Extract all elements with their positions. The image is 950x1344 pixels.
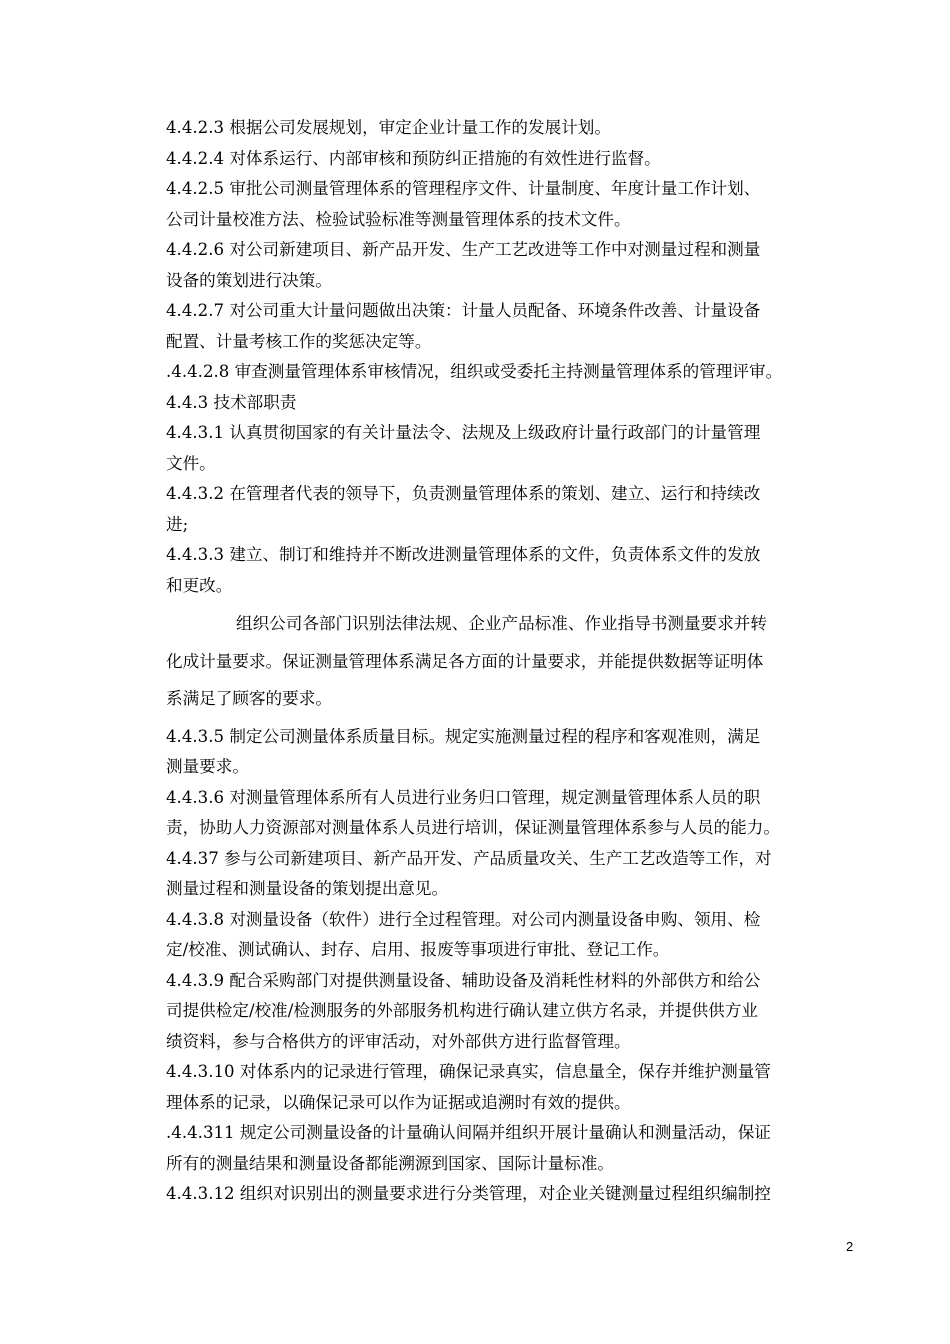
- text-line: 4.4.3.2 在管理者代表的领导下，负责测量管理体系的策划、建立、运行和持续改: [166, 484, 761, 503]
- text-line: 进;: [166, 514, 189, 534]
- text-line: 理体系的记录，以确保记录可以作为证据或追溯时有效的提供。: [166, 1092, 631, 1112]
- text-line: .4.4.2.8 审查测量管理体系审核情况，组织或受委托主持测量管理体系的管理评审。: [166, 362, 783, 381]
- text-line: 4.4.3.1 认真贯彻国家的有关计量法令、法规及上级政府计量行政部门的计量管理: [166, 423, 761, 442]
- text-line: 责，协助人力资源部对测量体系人员进行培训，保证测量管理体系参与人员的能力。: [166, 818, 780, 837]
- text-line: 化成计量要求。保证测量管理体系满足各方面的计量要求，并能提供数据等证明体: [166, 651, 764, 671]
- text-line: 4.4.3.12 组织对识别出的测量要求进行分类管理，对企业关键测量过程组织编制控: [166, 1184, 771, 1203]
- paragraph-4-4-3-1: [166, 418, 866, 479]
- paragraph-indented: [166, 605, 866, 718]
- text-line: 4.4.3.8 对测量设备（软件）进行全过程管理。对公司内测量设备申购、领用、检: [166, 909, 761, 929]
- text-line: 所有的测量结果和测量设备都能溯源到国家、国际计量标准。: [166, 1153, 615, 1173]
- text-line: 公司计量校准方法、检验试验标准等测量管理体系的技术文件。: [166, 209, 631, 229]
- section-heading-4-4-3: [166, 388, 866, 419]
- paragraph-4-4-3-10: [166, 1057, 866, 1118]
- text-line: 4.4.3.3 建立、制订和维持并不断改进测量管理体系的文件，负责体系文件的发放: [166, 545, 761, 564]
- text-line: 测量过程和测量设备的策划提出意见。: [166, 879, 449, 898]
- paragraph-4-4-3-12: [166, 1179, 866, 1210]
- text-line: 组织公司各部门识别法律法规、企业产品标准、作业指导书测量要求并转: [236, 614, 767, 633]
- paragraph-4-4-2-5: [166, 174, 866, 235]
- text-line: 4.4.2.3 根据公司发展规划，审定企业计量工作的发展计划。: [166, 118, 611, 137]
- page-number: 2: [846, 1239, 854, 1254]
- document-body: [166, 113, 866, 1210]
- paragraph-4-4-3-9: [166, 966, 866, 1058]
- text-line: 4.4.2.4 对体系运行、内部审核和预防纠正措施的有效性进行监督。: [166, 148, 661, 168]
- text-line: 4.4.3 技术部职责: [166, 392, 297, 412]
- text-line: 系满足了顾客的要求。: [166, 689, 332, 708]
- paragraph-4-4-2-3: [166, 113, 866, 144]
- paragraph-4-4-2-4: [166, 144, 866, 175]
- text-line: 测量要求。: [166, 757, 249, 776]
- text-line: 司提供检定/校准/检测服务的外部服务机构进行确认建立供方名录，并提供供方业: [166, 1001, 758, 1020]
- paragraph-4-4-2-6: [166, 235, 866, 296]
- paragraph-4-4-3-8: [166, 905, 866, 966]
- text-line: 定/校准、测试确认、封存、启用、报废等事项进行审批、登记工作。: [166, 940, 670, 959]
- paragraph-4-4-3-2: [166, 479, 866, 540]
- text-line: 绩资料，参与合格供方的评审活动，对外部供方进行监督管理。: [166, 1031, 631, 1051]
- text-line: 4.4.2.7 对公司重大计量问题做出决策：计量人员配备、环境条件改善、计量设备: [166, 301, 761, 320]
- text-line: 4.4.37 参与公司新建项目、新产品开发、产品质量攻关、生产工艺改造等工作，对: [166, 848, 772, 868]
- paragraph-4-4-3-7: [166, 844, 866, 905]
- text-line: 4.4.3.5 制定公司测量体系质量目标。规定实施测量过程的程序和客观准则，满足: [166, 726, 761, 746]
- paragraph-4-4-3-5: [166, 722, 866, 783]
- paragraph-4-4-2-7: [166, 296, 866, 357]
- text-line: 文件。: [166, 453, 216, 473]
- paragraph-4-4-3-3: [166, 540, 866, 601]
- text-line: 4.4.3.6 对测量管理体系所有人员进行业务归口管理，规定测量管理体系人员的职: [166, 787, 761, 807]
- text-line: 4.4.2.5 审批公司测量管理体系的管理程序文件、计量制度、年度计量工作计划、: [166, 179, 761, 198]
- text-line: .4.4.311 规定公司测量设备的计量确认间隔并组织开展计量确认和测量活动，保证: [166, 1123, 771, 1142]
- text-line: 和更改。: [166, 575, 233, 595]
- text-line: 4.4.2.6 对公司新建项目、新产品开发、生产工艺改进等工作中对测量过程和测量: [166, 240, 761, 259]
- paragraph-4-4-3-6: [166, 783, 866, 844]
- text-line: 4.4.3.9 配合采购部门对提供测量设备、辅助设备及消耗性材料的外部供方和给公: [166, 970, 761, 990]
- paragraph-4-4-3-11: [166, 1118, 866, 1179]
- paragraph-4-4-2-8: [166, 357, 866, 388]
- text-line: 配置、计量考核工作的奖惩决定等。: [166, 331, 432, 351]
- text-line: 设备的策划进行决策。: [166, 270, 332, 290]
- text-line: 4.4.3.10 对体系内的记录进行管理，确保记录真实，信息量全，保存并维护测量管: [166, 1062, 771, 1081]
